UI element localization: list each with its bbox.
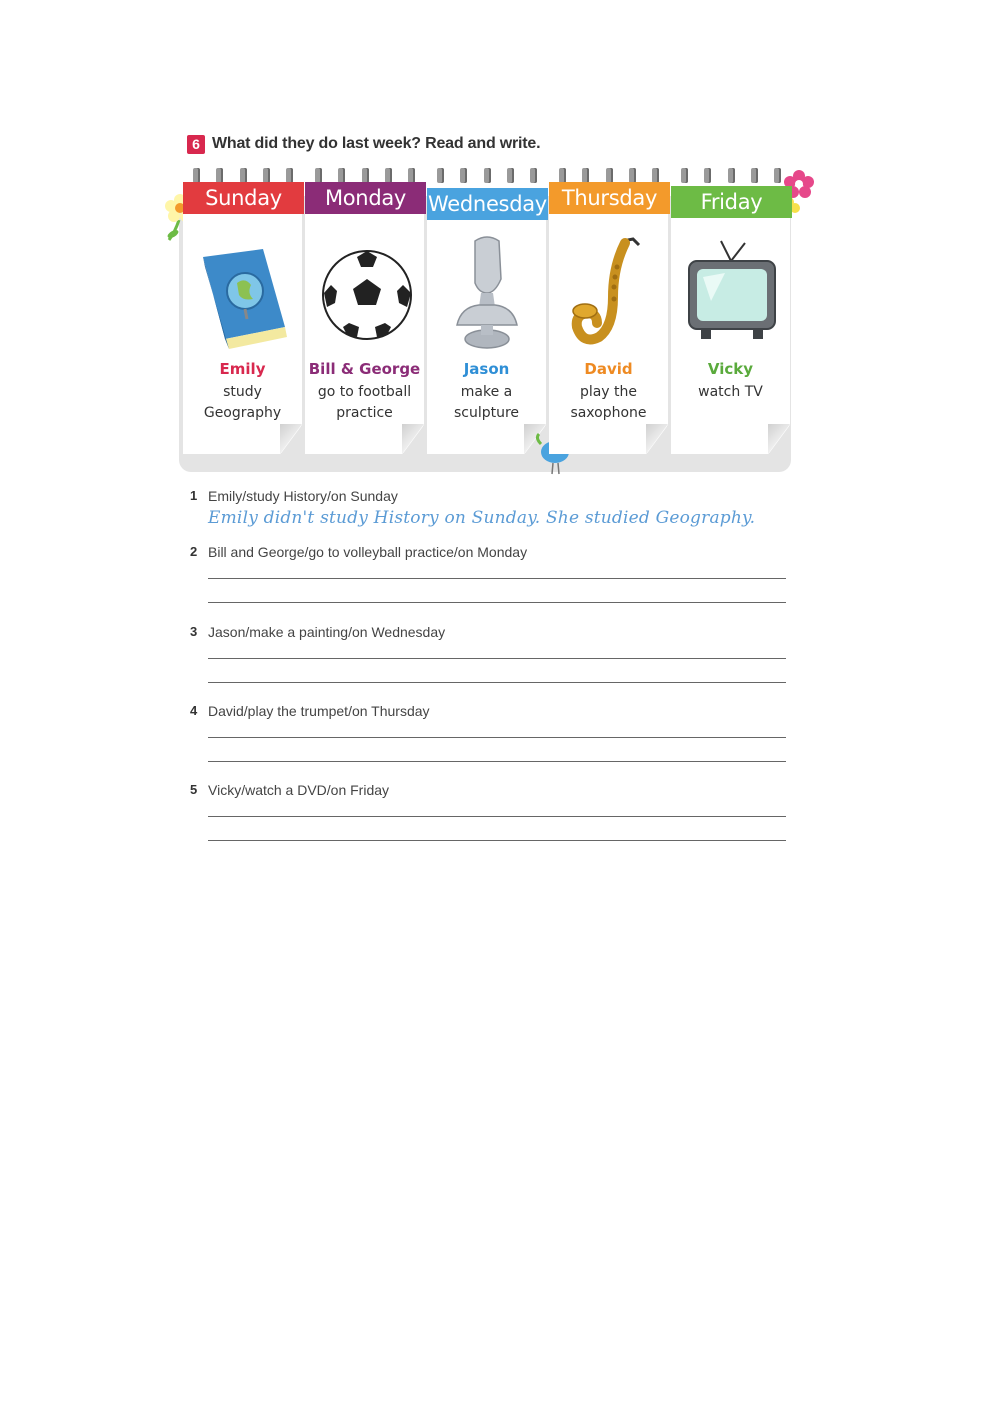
person-name: Jason: [463, 360, 510, 378]
question-number: 1: [190, 488, 198, 503]
example-answer: Emily didn't study History on Sunday. She studied Geography.: [208, 508, 756, 528]
day-card-wednesday: [427, 182, 548, 464]
answer-line[interactable]: [208, 682, 786, 683]
question-number: 3: [190, 624, 198, 639]
answer-line[interactable]: [208, 658, 786, 659]
question-prompt: Emily/study History/on Sunday: [208, 488, 398, 504]
activity-text: play the saxophone: [570, 384, 647, 421]
activity-text: watch TV: [698, 384, 763, 400]
question-number: 2: [190, 544, 198, 559]
answer-line[interactable]: [208, 816, 786, 817]
day-tab: Sunday: [183, 182, 304, 214]
tv-icon: [681, 227, 781, 355]
day-card-monday: [305, 182, 426, 464]
day-card-friday: [671, 182, 792, 464]
question-prompt: David/play the trumpet/on Thursday: [208, 703, 430, 719]
day-tab: Monday: [305, 182, 426, 214]
activity-text: study Geography: [203, 384, 282, 421]
binder-rings: [681, 168, 781, 184]
answer-line[interactable]: [208, 578, 786, 579]
person-name: David: [584, 360, 633, 378]
question-number: 4: [190, 703, 198, 718]
weekly-calendar: [165, 160, 815, 480]
activity-text: go to football practice: [317, 384, 412, 421]
book-icon: [193, 227, 293, 355]
sculpture-icon: [437, 227, 537, 355]
saxophone-icon: [559, 227, 659, 355]
question-number: 5: [190, 782, 198, 797]
person-name: Emily: [219, 360, 266, 378]
day-card-sunday: [183, 182, 304, 464]
football-icon: [315, 227, 415, 355]
answer-line[interactable]: [208, 840, 786, 841]
answer-line[interactable]: [208, 737, 786, 738]
binder-rings: [437, 168, 537, 184]
day-tab: Friday: [671, 186, 792, 218]
day-tab: Wednesday: [427, 188, 548, 220]
person-name: Bill & George: [308, 360, 421, 378]
day-tab: Thursday: [549, 182, 670, 214]
day-card-thursday: [549, 182, 670, 464]
exercise-heading: [187, 133, 540, 155]
activity-text: make a sculpture: [453, 384, 520, 421]
exercise-instruction: What did they do last week? Read and write.: [212, 135, 541, 152]
question-prompt: Vicky/watch a DVD/on Friday: [208, 782, 390, 798]
answer-line[interactable]: [208, 602, 786, 603]
person-name: Vicky: [707, 360, 754, 378]
answer-line[interactable]: [208, 761, 786, 762]
question-prompt: Bill and George/go to volleyball practice/on Monday: [208, 544, 528, 560]
exercise-number: 6: [187, 135, 205, 154]
question-prompt: Jason/make a painting/on Wednesday: [208, 624, 446, 640]
